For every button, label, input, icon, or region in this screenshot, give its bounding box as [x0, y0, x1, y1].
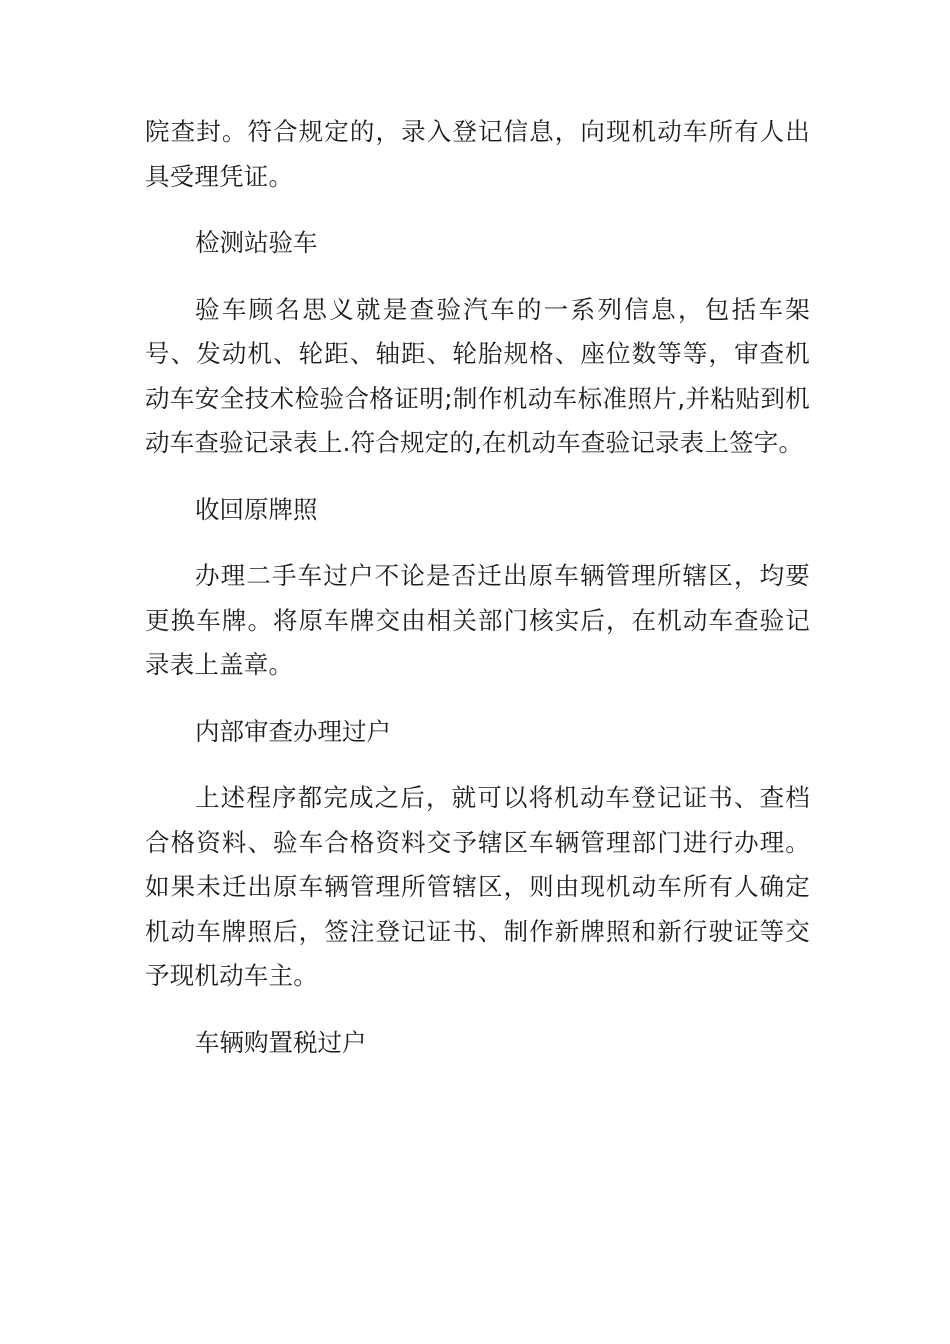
paragraph-intake-receipt: 院查封。符合规定的，录入登记信息，向现机动车所有人出具受理凭证。 — [145, 117, 810, 191]
paragraph-spacer — [145, 754, 810, 776]
paragraph-spacer — [145, 999, 810, 1021]
paragraph-plate-replacement: 办理二手车过户不论是否迁出原车辆管理所辖区，均要更换车牌。将原车牌交由相关部门核实后，在机动车查验记录表上盖章。 — [145, 561, 810, 679]
section-heading-purchase-tax: 车辆购置税过户 — [195, 1027, 367, 1057]
section-heading-internal-review: 内部审查办理过户 — [195, 716, 391, 746]
paragraph-spacer — [145, 199, 810, 221]
paragraph-spacer — [145, 266, 810, 288]
section-heading-inspection-station: 检测站验车 — [195, 228, 318, 257]
paragraph-spacer — [145, 466, 810, 488]
section-heading-return-plates: 收回原牌照 — [195, 494, 318, 524]
document-body — [145, 110, 810, 1065]
paragraph-transfer-processing: 上述程序都完成之后，就可以将机动车登记证书、查档合格资料、验车合格资料交予辖区车辆管理部门进行办理。如果未迁出原车辆管理所管辖区，则由现机动车所有人确定机动车牌照后，签注登记证书、制作新牌照和新行驶证等交予现机动车主。 — [145, 783, 810, 990]
paragraph-spacer — [145, 532, 810, 554]
paragraph-spacer — [145, 688, 810, 710]
paragraph-vehicle-inspection: 验车顾名思义就是查验汽车的一系列信息，包括车架号、发动机、轮距、轴距、轮胎规格、座位数等等，审查机动车安全技术检验合格证明;制作机动车标准照片,并粘贴到机动车查验记录表上.符合规定的,在机动车查验记录表上签字。 — [145, 294, 810, 457]
